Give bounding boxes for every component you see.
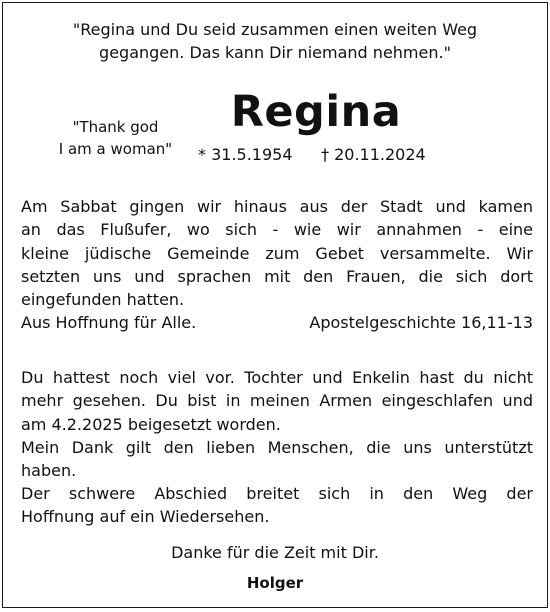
side-quote	[23, 116, 208, 160]
thanks-line: Danke für die Zeit mit Dir.	[171, 543, 379, 562]
scripture-line: kleine jüdische Gemeinde zum Gebet versammelte. Wir	[21, 243, 533, 263]
deceased-name: Regina	[230, 87, 402, 137]
scripture-reference: Apostelgeschichte 16,11-13	[309, 313, 533, 332]
paragraph-line: mehr gesehen. Du bist in meinen Armen eingeschlafen und	[21, 391, 533, 411]
scripture-source	[21, 311, 533, 334]
paragraph-memory-last: am 4.2.2025 beigesetzt worden.	[21, 415, 281, 434]
obituary-notice	[2, 2, 548, 608]
scripture-last-line: eingefunden hatten.	[21, 290, 185, 309]
scripture-line: an das Flußufer, wo sich - wie wir annahmen - eine	[21, 220, 533, 240]
scripture-line: Am Sabbat gingen wir hinaus aus der Stadt und kamen	[21, 197, 533, 216]
scripture-motto: Aus Hoffnung für Alle.	[21, 313, 197, 332]
side-quote-line: "Thank god	[72, 118, 159, 136]
paragraph-memory	[21, 366, 533, 413]
epigraph-line: "Regina und Du seid zusammen einen weiten Weg	[72, 20, 478, 39]
epigraph-line: gegangen. Das kann Dir niemand nehmen."	[99, 43, 451, 62]
signature: Holger	[246, 574, 304, 592]
epigraph-quote	[3, 18, 547, 64]
birth-date: * 31.5.1954	[198, 145, 293, 164]
paragraph-gratitude-last: haben.	[21, 461, 77, 480]
paragraph-farewell	[21, 482, 533, 505]
paragraph-line: Mein Dank gilt den lieben Menschen, die uns unterstützt	[21, 438, 533, 457]
paragraph-line: Du hattest noch viel vor. Tochter und Enkelin hast du nicht	[21, 368, 533, 387]
paragraph-line: Der schwere Abschied breitet sich in den Weg der	[21, 484, 533, 503]
scripture-passage	[21, 195, 533, 288]
paragraph-farewell-last: Hoffnung auf ein Wiedersehen.	[21, 507, 270, 526]
scripture-line: setzten uns und sprachen mit den Frauen, die sich dort	[21, 266, 533, 286]
side-quote-line: I am a woman"	[58, 140, 173, 158]
paragraph-gratitude	[21, 436, 533, 459]
death-date: † 20.11.2024	[321, 145, 426, 164]
